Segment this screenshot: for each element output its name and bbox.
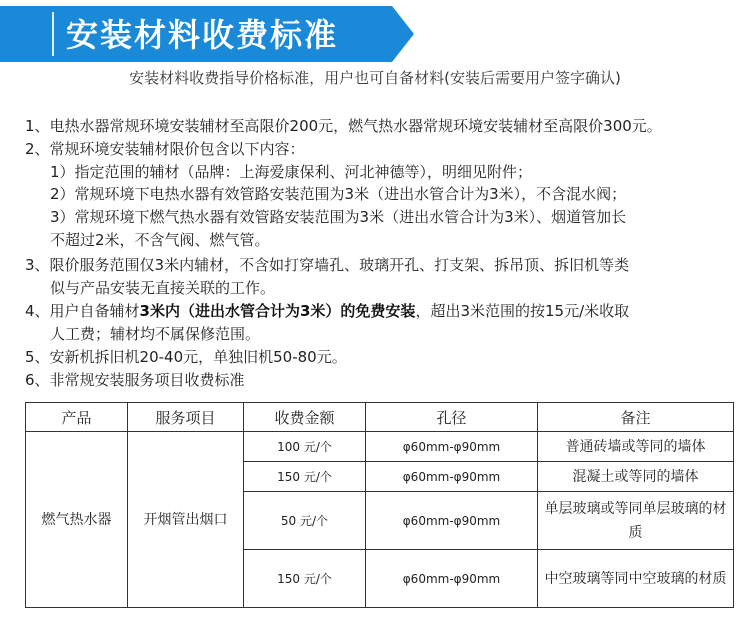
header-note: 备注 xyxy=(538,403,734,432)
rule-line-4-end: ，超出3米范围的按15元/米收取 xyxy=(415,302,630,320)
title-banner xyxy=(0,6,750,62)
header-bore: 孔径 xyxy=(366,403,538,432)
cell-product: 燃气热水器 xyxy=(26,432,128,608)
header-service: 服务项目 xyxy=(128,403,244,432)
page-title: 安装材料收费标准 xyxy=(66,16,339,54)
cell-bore: φ60mm-φ90mm xyxy=(366,432,538,462)
rule-line-4-bold: 3米内（进出水管合计为3米）的免费安装 xyxy=(139,302,416,320)
header-fee: 收费金额 xyxy=(244,403,366,432)
cell-bore: φ60mm-φ90mm xyxy=(366,462,538,492)
cell-note: 混凝土或等同的墙体 xyxy=(538,462,734,492)
rule-line-2-2: 2）常规环境下电热水器有效管路安装范围为3米（进出水管合计为3米），不含混水阀； xyxy=(50,185,627,203)
header-product: 产品 xyxy=(26,403,128,432)
rule-line-4-cont: 人工费；辅材均不属保修范围。 xyxy=(50,325,261,343)
rule-line-1: 1、电热水器常规环境安装辅材至高限价200元，燃气热水器常规环境安装辅材至高限价300元。 xyxy=(25,117,662,135)
rule-line-4 xyxy=(25,300,629,322)
table-header-row xyxy=(26,403,734,432)
rule-line-4-start: 4、用户自备辅材 xyxy=(25,302,140,320)
fee-table xyxy=(25,402,734,608)
cell-fee: 100 元/个 xyxy=(244,432,366,462)
rule-line-5: 5、安新机拆旧机20-40元，单独旧机50-80元。 xyxy=(25,348,347,366)
cell-note: 普通砖墙或等同的墙体 xyxy=(538,432,734,462)
rule-line-3: 3、限价服务范围仅3米内辅材，不含如打穿墙孔、玻璃开孔、打支架、拆吊顶、拆旧机等类 xyxy=(25,256,630,274)
rule-line-2-1: 1）指定范围的辅材（品牌：上海爱康保利、河北神德等），明细见附件； xyxy=(50,163,533,181)
table-row xyxy=(26,432,734,462)
cell-bore: φ60mm-φ90mm xyxy=(366,492,538,550)
rule-line-2-3: 3）常规环境下燃气热水器有效管路安装范围为3米（进出水管合计为3米）、烟道管加长 xyxy=(50,208,627,226)
cell-note: 中空玻璃等同中空玻璃的材质 xyxy=(538,550,734,608)
rule-line-3-cont: 似与产品安装无直接关联的工作。 xyxy=(50,279,276,297)
cell-fee: 50 元/个 xyxy=(244,492,366,550)
cell-bore: φ60mm-φ90mm xyxy=(366,550,538,608)
cell-note: 单层玻璃或等同单层玻璃的材质 xyxy=(538,492,734,550)
cell-service: 开烟管出烟口 xyxy=(128,432,244,608)
rule-line-2-3-cont: 不超过2米，不含气阀、燃气管。 xyxy=(50,231,270,249)
cell-fee: 150 元/个 xyxy=(244,550,366,608)
page-subtitle: 安装材料收费指导价格标准，用户也可自备材料(安装后需要用户签字确认) xyxy=(129,69,621,87)
cell-fee: 150 元/个 xyxy=(244,462,366,492)
rule-line-6: 6、非常规安装服务项目收费标准 xyxy=(25,371,245,389)
rule-line-2: 2、常规环境安装辅材限价包含以下内容： xyxy=(25,140,305,158)
